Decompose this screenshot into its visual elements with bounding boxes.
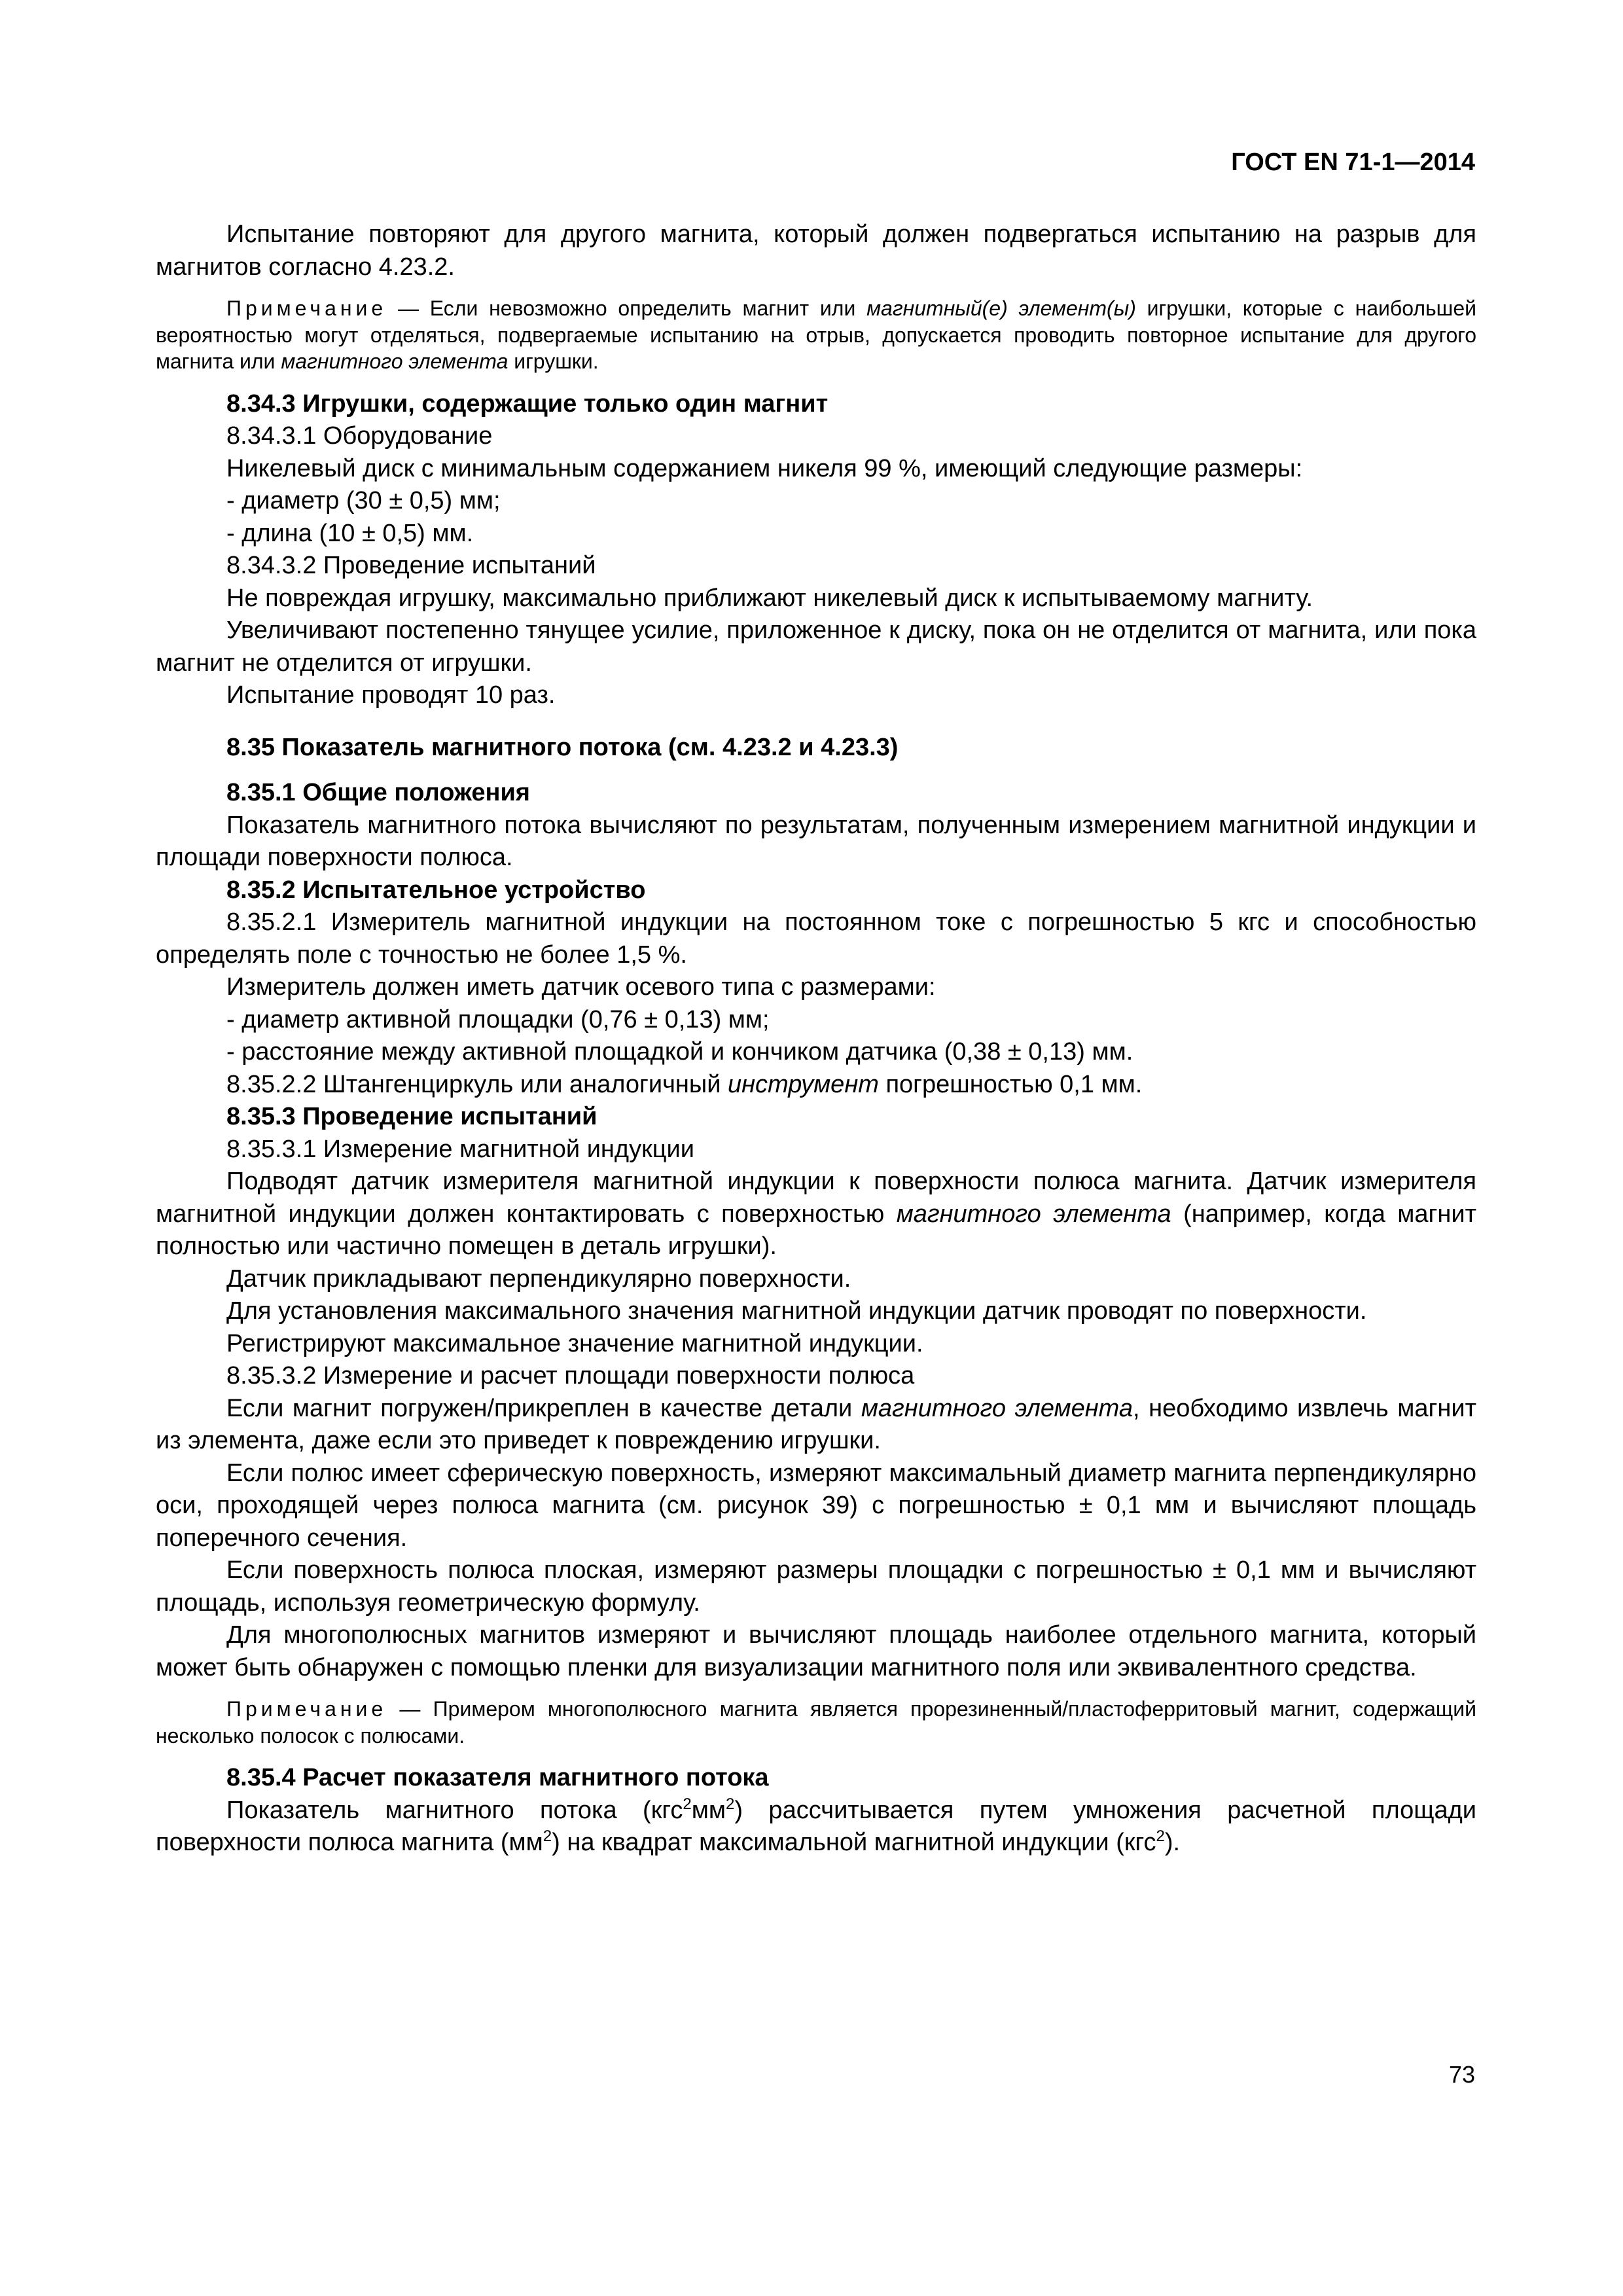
- subsection-title: 8.35.3.2 Измерение и расчет площади поверхности полюса: [226, 1362, 915, 1390]
- note: Примечание — Примером многополюсного магнита является прорезиненный/пластоферритовый магнит, содержащий несколько полосок с полюсами.: [156, 1697, 1476, 1748]
- page-number: 73: [1448, 2061, 1475, 2088]
- paragraph: Датчик прикладывают перпендикулярно поверхности.: [226, 1265, 851, 1293]
- italic-term: магнитного элемента: [896, 1200, 1171, 1228]
- section-heading: 8.35 Показатель магнитного потока (см. 4.23.2 и 4.23.3): [226, 733, 899, 761]
- italic-term: магнитный(е) элемент(ы): [866, 296, 1136, 320]
- list-item: - диаметр (30 ± 0,5) мм;: [226, 487, 501, 514]
- subsection-title: 8.35.3.1 Измерение магнитной индукции: [226, 1135, 694, 1163]
- subsection-title: 8.34.3.1 Оборудование: [226, 422, 493, 450]
- paragraph: 8.35.2.2 Штангенциркуль или аналогичный инструмент погрешностью 0,1 мм.: [226, 1070, 1143, 1098]
- paragraph: Для многополюсных магнитов измеряют и вычисляют площадь наиболее отдельного магнита, который может быть обнаружен с помощью пленки для визуализации магнитного поля или эквивалентного средства.: [156, 1621, 1476, 1681]
- paragraph: Измеритель должен иметь датчик осевого типа с размерами:: [226, 973, 936, 1001]
- paragraph: Испытание повторяют для другого магнита, который должен подвергаться испытанию на разрыв для магнитов согласно 4.23.2.: [156, 221, 1476, 281]
- italic-term: магнитного элемента: [861, 1394, 1133, 1422]
- paragraph: Показатель магнитного потока $(кгс^2мм^2)$ рассчитывается путем умножения расчетной площади поверхности полюса магнита $(мм^2)$ на квадрат максимальной магнитной индукции (кгс$^2$).: [156, 1795, 1476, 1856]
- section-heading: 8.35.1 Общие положения: [226, 779, 530, 806]
- section-heading: 8.35.2 Испытательное устройство: [226, 876, 646, 904]
- paragraph: Показатель магнитного потока вычисляют по результатам, полученным измерением магнитной индукции и площади поверхности полюса.: [156, 811, 1476, 871]
- note-label: Примечание: [226, 1697, 387, 1721]
- subsection-title: 8.34.3.2 Проведение испытаний: [226, 552, 596, 579]
- italic-term: магнитного элемента: [281, 350, 508, 373]
- paragraph: 8.35.2.1 Измеритель магнитной индукции на постоянном токе с погрешностью 5 кгс и способностью определять поле с точностью не более 1,5 %.: [156, 908, 1476, 969]
- paragraph: Подводят датчик измерителя магнитной индукции к поверхности полюса магнита. Датчик измерителя магнитной индукции должен контактировать с поверхностью магнитного элемента (например, когда магнит полностью или частично помещен в деталь игрушки).: [156, 1168, 1477, 1260]
- note-label: Примечание: [226, 296, 387, 320]
- paragraph: Если поверхность полюса плоская, измеряют размеры площадки с погрешностью ± 0,1 мм и вычисляют площадь, используя геометрическую формулу.: [156, 1556, 1476, 1617]
- paragraph: Никелевый диск с минимальным содержанием никеля 99 %, имеющий следующие размеры:: [226, 454, 1303, 482]
- section-heading: 8.35.3 Проведение испытаний: [226, 1103, 597, 1130]
- list-item: - диаметр активной площадки (0,76 ± 0,13) мм;: [226, 1005, 770, 1033]
- section-heading: 8.35.4 Расчет показателя магнитного потока: [226, 1764, 769, 1791]
- paragraph: Регистрируют максимальное значение магнитной индукции.: [226, 1329, 923, 1357]
- paragraph: Увеличивают постепенно тянущее усилие, приложенное к диску, пока он не отделится от магнита, или пока магнит не отделится от игрушки.: [156, 617, 1476, 677]
- document-code-header: ГОСТ EN 71-1—2014: [1231, 149, 1475, 176]
- note: Примечание — Если невозможно определить магнит или магнитный(е) элемент(ы) игрушки, которые с наибольшей вероятностью могут отделяться, подвергаемые испытанию на отрыв, допускается проводить повторное испытание для другого магнита или магнитного элемента игрушки.: [156, 296, 1477, 373]
- paragraph: Не повреждая игрушку, максимально приближают никелевый диск к испытываемому магниту.: [226, 584, 1313, 612]
- document-body: [156, 219, 1476, 1859]
- paragraph: Если магнит погружен/прикреплен в качестве детали магнитного элемента, необходимо извлечь магнит из элемента, даже если это приведет к повреждению игрушки.: [156, 1394, 1476, 1454]
- italic-term: инструмент: [727, 1070, 879, 1098]
- paragraph: Если полюс имеет сферическую поверхность, измеряют максимальный диаметр магнита перпендикулярно оси, проходящей через полюса магнита (см. рисунок 39) с погрешностью ± 0,1 мм и вычисляют площадь поперечного сечения.: [156, 1459, 1476, 1552]
- list-item: - расстояние между активной площадкой и кончиком датчика (0,38 ± 0,13) мм.: [226, 1038, 1133, 1066]
- paragraph: Испытание проводят 10 раз.: [226, 681, 556, 709]
- section-heading: 8.34.3 Игрушки, содержащие только один магнит: [226, 389, 829, 418]
- list-item: - длина (10 ± 0,5) мм.: [226, 519, 474, 547]
- paragraph: Для установления максимального значения магнитной индукции датчик проводят по поверхности.: [226, 1297, 1367, 1325]
